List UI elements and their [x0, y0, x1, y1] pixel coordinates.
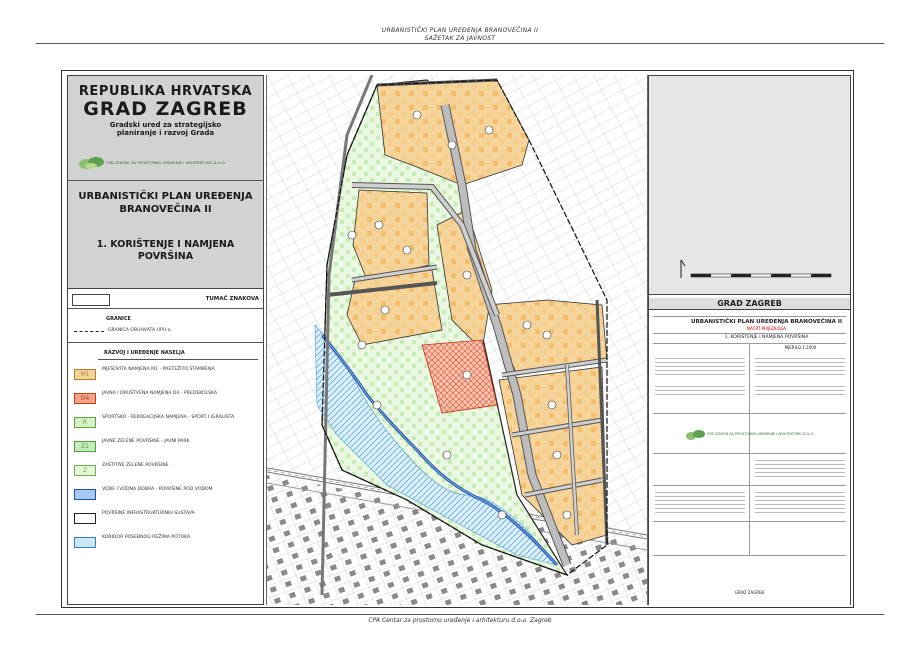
office-name: Gradski ured za strategijsko planiranje i razvoj Grada [109, 121, 222, 137]
border-line-label: GRANICA OBUHVATA UPU-a [108, 328, 171, 333]
legend-item [72, 438, 260, 458]
legend-symbol-swatch: Z1 [74, 441, 96, 452]
stamp-fine-print-3 [655, 383, 745, 395]
stamp-city: GRAD ZAGREB [649, 298, 850, 310]
legend-symbol-swatch [74, 537, 96, 548]
stamp-rule [653, 316, 846, 317]
country-title: REPUBLIKA HRVATSKA [78, 84, 253, 99]
stamp-fine-print-5 [755, 457, 845, 479]
legend-item-label: VODE I VODNA DOBRA - POVRŠINE POD VODOM [102, 487, 213, 492]
title-block [68, 76, 263, 289]
legend-item [72, 534, 260, 554]
stamp-rule [653, 485, 846, 486]
title-stamp [649, 294, 850, 605]
stamp-company-logo [685, 429, 845, 441]
stamp-fine-print-4 [755, 383, 845, 395]
legend-section-development: RAZVOJ I UREĐENJE NASELJA [104, 350, 185, 356]
legend-divider-3 [98, 359, 258, 360]
stamp-fine-print-1 [655, 355, 745, 375]
land-use-map [267, 75, 647, 605]
stamp-fine-print-2 [755, 355, 845, 375]
legend-divider-2 [68, 342, 263, 343]
stamp-fine-print-7 [755, 489, 845, 513]
leaf-logo-icon [685, 429, 707, 441]
legend-item-label: SPORTSKO - REKREACIJSKA NAMJENA - SPORT I IGRALIŠTA [102, 415, 235, 420]
leaf-logo-icon [78, 156, 106, 170]
border-line-symbol [74, 331, 104, 332]
legend-item-label: ZAŠTITNE ZELENE POVRŠINE [102, 463, 169, 468]
plan-map [266, 75, 648, 605]
legend-symbol-swatch [74, 513, 96, 524]
document-footer: CPA Centar za prostorno uređenje i arhitekturu d.o.o. Zagreb [368, 617, 552, 624]
legend-item [72, 510, 260, 530]
legend-symbol-swatch: D4 [74, 393, 96, 404]
stamp-rule [653, 521, 846, 522]
stamp-fine-print-6 [655, 489, 745, 513]
stamp-rule [653, 555, 846, 556]
stamp-stage: NACRT PRIJEDLOGA [747, 326, 786, 331]
stamp-city-bottom: GRAD ZAGREB [734, 590, 765, 595]
company-logo [78, 156, 258, 170]
sheet-title: 1. KORIŠTENJE I NAMJENA POVRŠINA [96, 239, 235, 262]
company-logo-text: CPA CENTAR ZA PROSTORNO UREĐENJE I ARHITEKTURU D.O.O. [106, 160, 226, 165]
legend-item [72, 462, 260, 482]
legend-item [72, 390, 260, 410]
legend-symbol-swatch: R [74, 417, 96, 428]
stamp-sheet: 1. KORIŠTENJE I NAMJENA POVRŠINA [724, 335, 809, 340]
legend-item [72, 414, 260, 434]
legend-border-item [74, 328, 254, 336]
header-rule [36, 43, 884, 44]
stamp-rule [653, 413, 846, 414]
document-header-line2: SAŽETAK ZA JAVNOST [424, 35, 496, 42]
plan-sheet [61, 70, 854, 608]
title-divider-1 [68, 180, 263, 181]
footer-rule [36, 614, 884, 615]
legend-section-borders: GRANICE [106, 316, 131, 322]
stamp-company-text: CPA CENTAR ZA PROSTORNO UREĐENJE I ARHITEKTURU D.O.O. [707, 432, 814, 436]
legend-title: TUMAČ ZNAKOVA [205, 296, 259, 302]
city-title: GRAD ZAGREB [83, 98, 248, 120]
legend-item [72, 366, 260, 386]
legend-symbol-swatch: M1 [74, 369, 96, 380]
legend-symbol-swatch [74, 489, 96, 500]
info-panel [648, 75, 851, 605]
stamp-scale: MJERILO 1:2000 [784, 345, 817, 350]
legend-item-label: MJEŠOVITA NAMJENA M1 - PRETEŽITO STAMBENA [102, 367, 215, 372]
legend-divider-1 [68, 308, 263, 309]
legend-item-label: KORIDOR POSEBNOG REŽIMA POTOKA [102, 535, 191, 540]
legend-header-box [72, 294, 110, 306]
legend-item-label: JAVNA I DRUŠTVENA NAMJENA D4 - PREDŠKOLSKA [102, 391, 218, 396]
stamp-rule [653, 333, 846, 334]
scale-bar [651, 254, 851, 294]
stamp-plan-name: URBANISTIČKI PLAN UREĐENJA BRANOVEČINA II [690, 319, 843, 325]
legend-symbol-swatch: Z [74, 465, 96, 476]
document-header-line1: URBANISTIČKI PLAN UREĐENJA BRANOVEČINA II [381, 27, 539, 34]
plan-name: URBANISTIČKI PLAN UREĐENJA BRANOVEČINA II [78, 191, 253, 215]
title-legend-panel [67, 75, 264, 605]
legend-item [72, 486, 260, 506]
stamp-col-divider [749, 343, 750, 555]
legend-item-label: JAVNE ZELENE POVRŠINE - JAVNI PARK [102, 439, 190, 444]
stamp-rule [653, 453, 846, 454]
legend-item-label: POVRŠINE INFRASTRUKTURNIH SUSTAVA [102, 511, 195, 516]
